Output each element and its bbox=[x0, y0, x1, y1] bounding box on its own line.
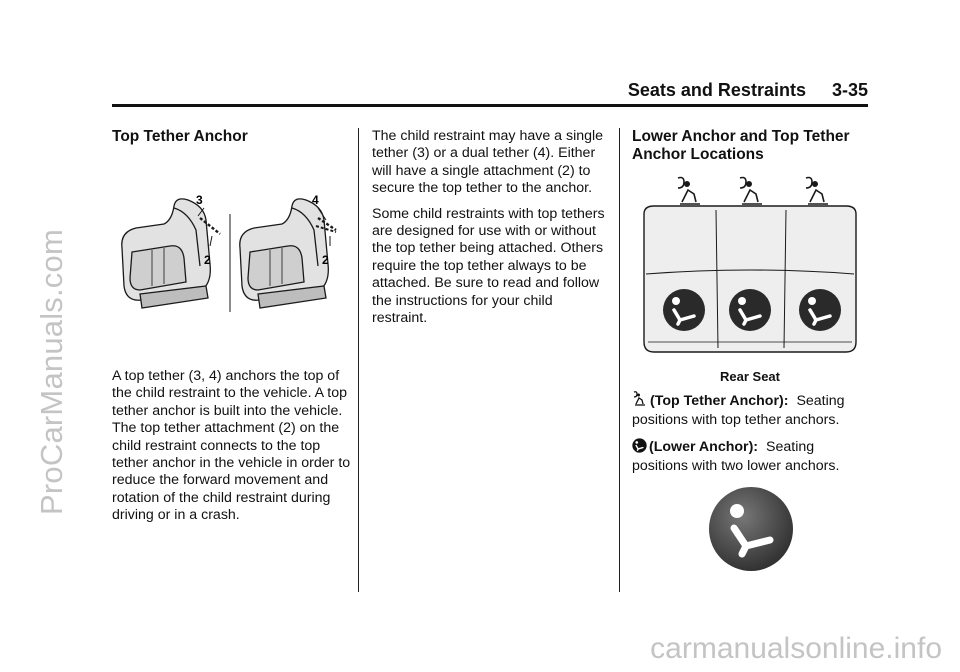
section-title: Seats and Restraints bbox=[627, 80, 806, 100]
legend-item-lower-anchor bbox=[632, 438, 868, 476]
callout-2-left: 2 bbox=[204, 253, 211, 267]
top-tether-paragraph: A top tether (3, 4) anchors the top of the child restraint to the vehicle. A top tether anchor is built into the vehicle. The top tether attachment (2) on the child restraint connects to the top tether anchor in the vehicle in order to reduce the forward movement and rotation of the child restraint during driving or in a crash. bbox=[112, 368, 351, 524]
top-tether-anchor-icon bbox=[678, 178, 700, 205]
child-seat-single-tether-illustration bbox=[122, 199, 211, 308]
lower-anchor-icon bbox=[799, 289, 841, 331]
header-text bbox=[628, 80, 868, 101]
child-seat-dual-tether-illustration bbox=[240, 199, 329, 308]
legend-desc: Seating positions with top tether anchors. bbox=[632, 393, 845, 429]
bottom-watermark: carmanualsonline.info bbox=[650, 632, 942, 665]
child-seat-figure bbox=[112, 186, 352, 321]
lower-anchor-symbol-figure bbox=[706, 484, 796, 579]
lower-anchor-icon bbox=[632, 438, 647, 458]
legend-item-top-tether bbox=[632, 391, 868, 430]
anchor-legend bbox=[632, 391, 868, 484]
column-divider-1 bbox=[358, 128, 359, 592]
top-tether-anchor-heading: Top Tether Anchor bbox=[112, 128, 248, 145]
top-tether-anchor-icon bbox=[632, 391, 648, 412]
page-header bbox=[112, 80, 868, 107]
column-divider-2 bbox=[619, 128, 620, 592]
rear-seat-figure bbox=[640, 170, 860, 365]
callout-4: 4 bbox=[312, 193, 319, 207]
anchor-locations-heading: Lower Anchor and Top Tether Anchor Locations bbox=[632, 128, 850, 163]
top-tether-anchor-icon bbox=[806, 178, 828, 205]
rear-seat-caption: Rear Seat bbox=[720, 369, 780, 384]
lower-anchor-icon bbox=[663, 289, 705, 331]
side-watermark: ProCarManuals.com bbox=[34, 229, 69, 515]
column-1 bbox=[112, 128, 348, 146]
legend-desc: Seating positions with two lower anchors. bbox=[632, 438, 840, 475]
legend-term: (Lower Anchor): bbox=[649, 438, 759, 455]
tether-type-paragraph: The child restraint may have a single tether (3) or a dual tether (4). Either will have a single attachment (2) to secure the top tether to the anchor. bbox=[372, 128, 604, 197]
lower-anchor-icon bbox=[729, 289, 771, 331]
callout-3: 3 bbox=[196, 193, 203, 207]
column-2 bbox=[372, 128, 608, 335]
page-number: 3-35 bbox=[831, 80, 868, 100]
lower-anchor-icon bbox=[709, 487, 793, 571]
legend-term: (Top Tether Anchor): bbox=[650, 393, 789, 409]
top-tether-anchor-icon bbox=[740, 178, 762, 205]
callout-2-right: 2 bbox=[322, 253, 329, 267]
tether-requirement-paragraph: Some child restraints with top tethers are designed for use with or without the top tether being attached. Others require the top tether always to be attached. Be sure to read and follow the instructions for your child restraint. bbox=[372, 205, 605, 327]
column-3 bbox=[632, 128, 868, 164]
